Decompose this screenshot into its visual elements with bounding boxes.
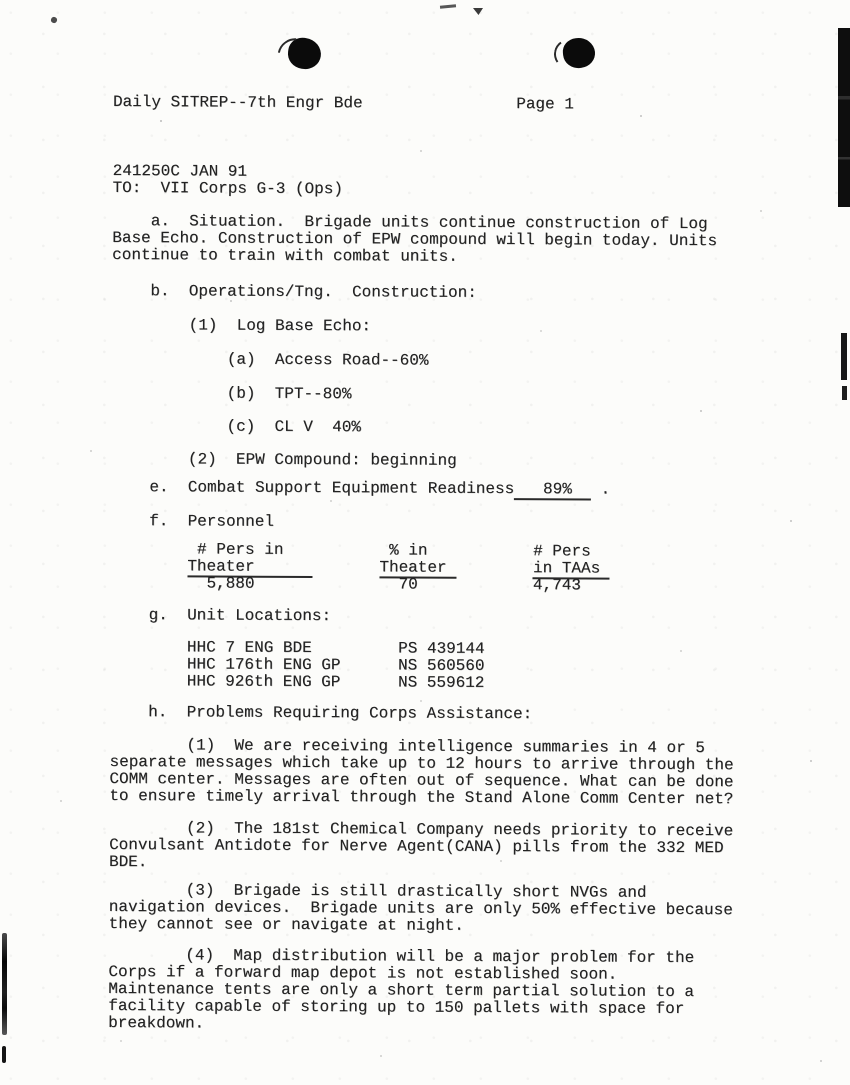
text-run: breakdown. bbox=[108, 1013, 205, 1033]
text-run: they cannot see or navigate at night. bbox=[108, 914, 464, 935]
doc-line bbox=[111, 451, 457, 470]
text-run: HHC 926th ENG GP NS 559612 bbox=[109, 671, 485, 692]
doc-line bbox=[112, 317, 371, 335]
text-run: Convulsant Antidote for Nerve Agent(CANA) pills from the 332 MED bbox=[109, 835, 724, 858]
text-run: (2) EPW Compound: beginning bbox=[111, 449, 457, 470]
text-run: 5,880 70 4,743 bbox=[110, 573, 581, 595]
doc-line bbox=[112, 351, 429, 370]
text-run: (c) CL V 40% bbox=[111, 416, 361, 437]
doc-line bbox=[108, 1015, 694, 1035]
text-run: facility capable of storing up to 150 pallets with space for bbox=[108, 996, 685, 1019]
text-run: HHC 176th ENG GP NS 560560 bbox=[109, 654, 485, 675]
text-run: a. Situation. Brigade units continue construction of Log bbox=[112, 211, 708, 234]
text-run: to ensure timely arrival through the Stand Alone Comm Center net? bbox=[109, 786, 734, 809]
doc-line bbox=[109, 837, 733, 857]
problem-2-cana-pills bbox=[109, 820, 733, 874]
text-run: HHC 7 ENG BDE PS 439144 bbox=[110, 637, 485, 658]
problem-3-nvgs bbox=[109, 882, 733, 936]
text-run: TO: VII Corps G-3 (Ops) bbox=[112, 178, 344, 199]
para-g-unit-locations bbox=[110, 607, 331, 625]
text-run: (b) TPT--80% bbox=[111, 383, 352, 404]
doc-line bbox=[111, 418, 361, 436]
item-b-tpt bbox=[111, 385, 351, 403]
unit-locations-list bbox=[110, 639, 485, 692]
item-2-epw-compound bbox=[111, 451, 457, 470]
text-run: Corps if a forward map depot is not established soon. bbox=[108, 962, 618, 984]
text-run: (1) We are receiving intelligence summaries in 4 or 5 bbox=[109, 735, 705, 758]
text-run: Maintenance tents are only a short term partial solution to a bbox=[108, 979, 695, 1002]
text-run: (1) Log Base Echo: bbox=[111, 315, 372, 336]
underlined-value: 89% bbox=[514, 480, 592, 499]
item-a-access-road bbox=[112, 351, 429, 370]
text-run: continue to train with combat units. bbox=[112, 245, 458, 266]
text-run: (4) Map distribution will be a major problem for the bbox=[108, 945, 695, 968]
para-f-personnel bbox=[111, 513, 274, 531]
text-run: BDE. bbox=[108, 852, 148, 872]
text-run: (2) The 181st Chemical Company needs priority to receive bbox=[109, 818, 734, 841]
doc-line bbox=[110, 673, 485, 692]
text-run: b. Operations/Tng. Construction: bbox=[111, 281, 477, 302]
doc-line bbox=[110, 575, 609, 595]
doc-line bbox=[110, 704, 533, 723]
message-datetime-group bbox=[112, 163, 343, 198]
problem-4-map-distribution bbox=[108, 947, 694, 1035]
doc-line bbox=[113, 94, 574, 113]
doc-line bbox=[109, 788, 733, 808]
underlined-value: Theater bbox=[187, 557, 313, 577]
text-run: g. Unit Locations: bbox=[110, 605, 332, 626]
item-1-log-base-echo bbox=[112, 317, 371, 335]
text-run: Daily SITREP--7th Engr Bde Page 1 bbox=[112, 93, 574, 114]
para-e-equipment-readiness bbox=[111, 479, 610, 499]
para-h-problems bbox=[110, 704, 533, 723]
text-run: COMM center. Messages are often out of sequence. What can be done bbox=[109, 769, 734, 792]
doc-line bbox=[111, 479, 610, 499]
doc-line bbox=[111, 513, 274, 531]
text-run: # Pers in % in # Pers bbox=[110, 539, 591, 561]
text-run: e. Combat Support Equipment Readiness bbox=[110, 477, 515, 499]
doc-line bbox=[112, 180, 343, 198]
doc-line bbox=[112, 247, 717, 267]
item-c-cl-v bbox=[111, 418, 361, 436]
text-run: Base Echo. Construction of EPW compound will begin today. Units bbox=[112, 228, 718, 251]
text-run: navigation devices. Brigade units are only 50% effective because bbox=[108, 897, 733, 920]
para-a-situation bbox=[112, 213, 717, 267]
underlined-value: in TAAs bbox=[532, 559, 610, 578]
doc-line bbox=[109, 916, 733, 936]
text-run bbox=[312, 558, 379, 576]
text-run: 241250C JAN 91 bbox=[112, 161, 248, 181]
header-line bbox=[113, 94, 574, 113]
underlined-value: Theater bbox=[379, 558, 457, 577]
doc-line bbox=[110, 607, 331, 625]
text-run: f. Personnel bbox=[110, 511, 275, 531]
para-b-operations bbox=[112, 283, 477, 302]
text-run: . bbox=[590, 480, 611, 499]
text-run bbox=[456, 559, 533, 577]
text-run: (3) Brigade is still drastically short NVGs and bbox=[108, 880, 647, 902]
text-run bbox=[110, 557, 187, 575]
doc-line bbox=[109, 854, 733, 874]
text-run: separate messages which take up to 12 hours to arrive through the bbox=[109, 752, 734, 775]
problem-1-intel-summaries bbox=[109, 737, 733, 808]
doc-line bbox=[112, 283, 477, 302]
text-run: (a) Access Road--60% bbox=[111, 349, 429, 370]
personnel-table bbox=[110, 541, 610, 595]
text-run: h. Problems Requiring Corps Assistance: bbox=[109, 702, 533, 724]
doc-line bbox=[111, 385, 351, 403]
